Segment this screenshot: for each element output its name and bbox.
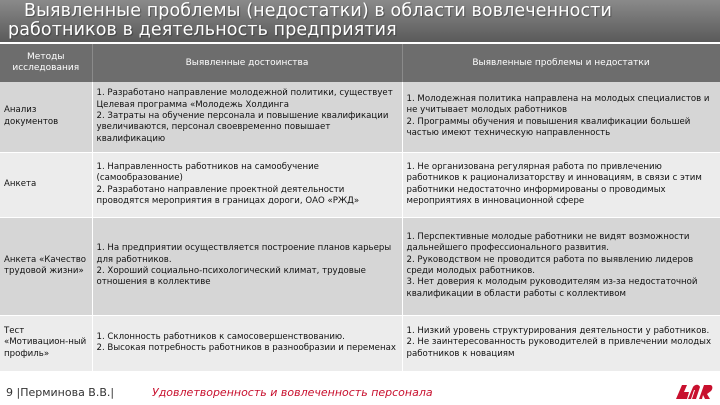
problems-cell <box>402 217 720 315</box>
strength-item: 1. На предприятии осуществляется построение планов карьеры для работников. <box>96 243 392 265</box>
table-header-row <box>0 44 720 82</box>
strengths-cell <box>92 82 402 152</box>
problem-item: 1. Низкий уровень структурирования деятельности у работников. <box>406 325 710 336</box>
table-row <box>0 152 720 217</box>
problems-cell <box>402 315 720 371</box>
header-strengths: Выявленные достоинства <box>92 44 402 82</box>
problem-item: 1. Перспективные молодые работники не видят возможности дальнейшего профессионального развития. <box>406 231 690 254</box>
header-problems: Выявленные проблемы и недостатки <box>402 44 720 82</box>
problem-item: 1. Не организована регулярная работа по привлечению работников к рационализаторству и инновациям, в связи с этим работники недостаточно информированы о проводимых мероприятиях в инновационной сфере <box>406 161 702 206</box>
slide-title-line-2: работников в деятельность предприятия <box>8 20 397 40</box>
findings-table <box>0 44 720 372</box>
problem-item: 2. Руководством не проводится работа по выявлению лидеров среди молодых работников. <box>406 254 694 276</box>
problems-cell <box>402 82 720 152</box>
strengths-cell <box>92 315 402 371</box>
rzd-logo-icon <box>674 382 714 402</box>
method-cell: Тест «Мотивацион-ный профиль» <box>0 315 92 371</box>
strength-item: 1. Направленность работников на самообучение (самообразование) <box>96 161 319 184</box>
method-cell: Анализ документов <box>0 82 92 152</box>
slide-footer <box>0 382 720 405</box>
header-methods: Методы исследования <box>0 44 92 82</box>
table-row <box>0 217 720 315</box>
strength-item: 1. Разработано направление молодежной политики, существует Целевая программа «Молодежь Холдинга <box>96 88 393 110</box>
slide-title-line-1: Выявленные проблемы (недостатки) в области вовлеченности <box>24 1 612 21</box>
strength-item: 2. Высокая потребность работников в разнообразии и переменах <box>96 343 396 353</box>
strengths-cell <box>92 217 402 315</box>
strength-item: 1. Склонность работников к самосовершенствованию. <box>96 331 345 342</box>
strengths-cell <box>92 152 402 217</box>
problem-item: 3. Нет доверия к молодым руководителям из-за недостаточной квалификации в области работы с коллективом <box>406 277 698 299</box>
table-row <box>0 82 720 152</box>
table-row <box>0 315 720 371</box>
page-info: 9 |Перминова В.В.| <box>6 386 115 399</box>
problem-item: 1. Молодежная политика направлена на молодых специалистов и не учитывает молодых работников <box>406 93 710 116</box>
problems-cell <box>402 152 720 217</box>
slide-title <box>8 2 648 40</box>
method-cell: Анкета «Качество трудовой жизни» <box>0 217 92 315</box>
footer-slogan: Удовлетворенность и вовлеченность персонала <box>152 386 433 399</box>
problem-item: 2. Не заинтересованность руководителей в привлечении молодых работников к новациям <box>406 337 712 359</box>
strength-item: 2. Затраты на обучение персонала и повышение квалификации увеличиваются, персонал своевременно повышает квалификацию <box>96 111 389 144</box>
problem-item: 2. Программы обучения и повышения квалификации большей частью имеют техническую направленность <box>406 116 691 139</box>
method-cell: Анкета <box>0 152 92 217</box>
strength-item: 2. Разработано направление проектной деятельности проводятся мероприятия в границах дороги, ОАО «РЖД» <box>96 184 360 206</box>
strength-item: 2. Хороший социально-психологический климат, трудовые отношения в коллективе <box>96 266 366 288</box>
